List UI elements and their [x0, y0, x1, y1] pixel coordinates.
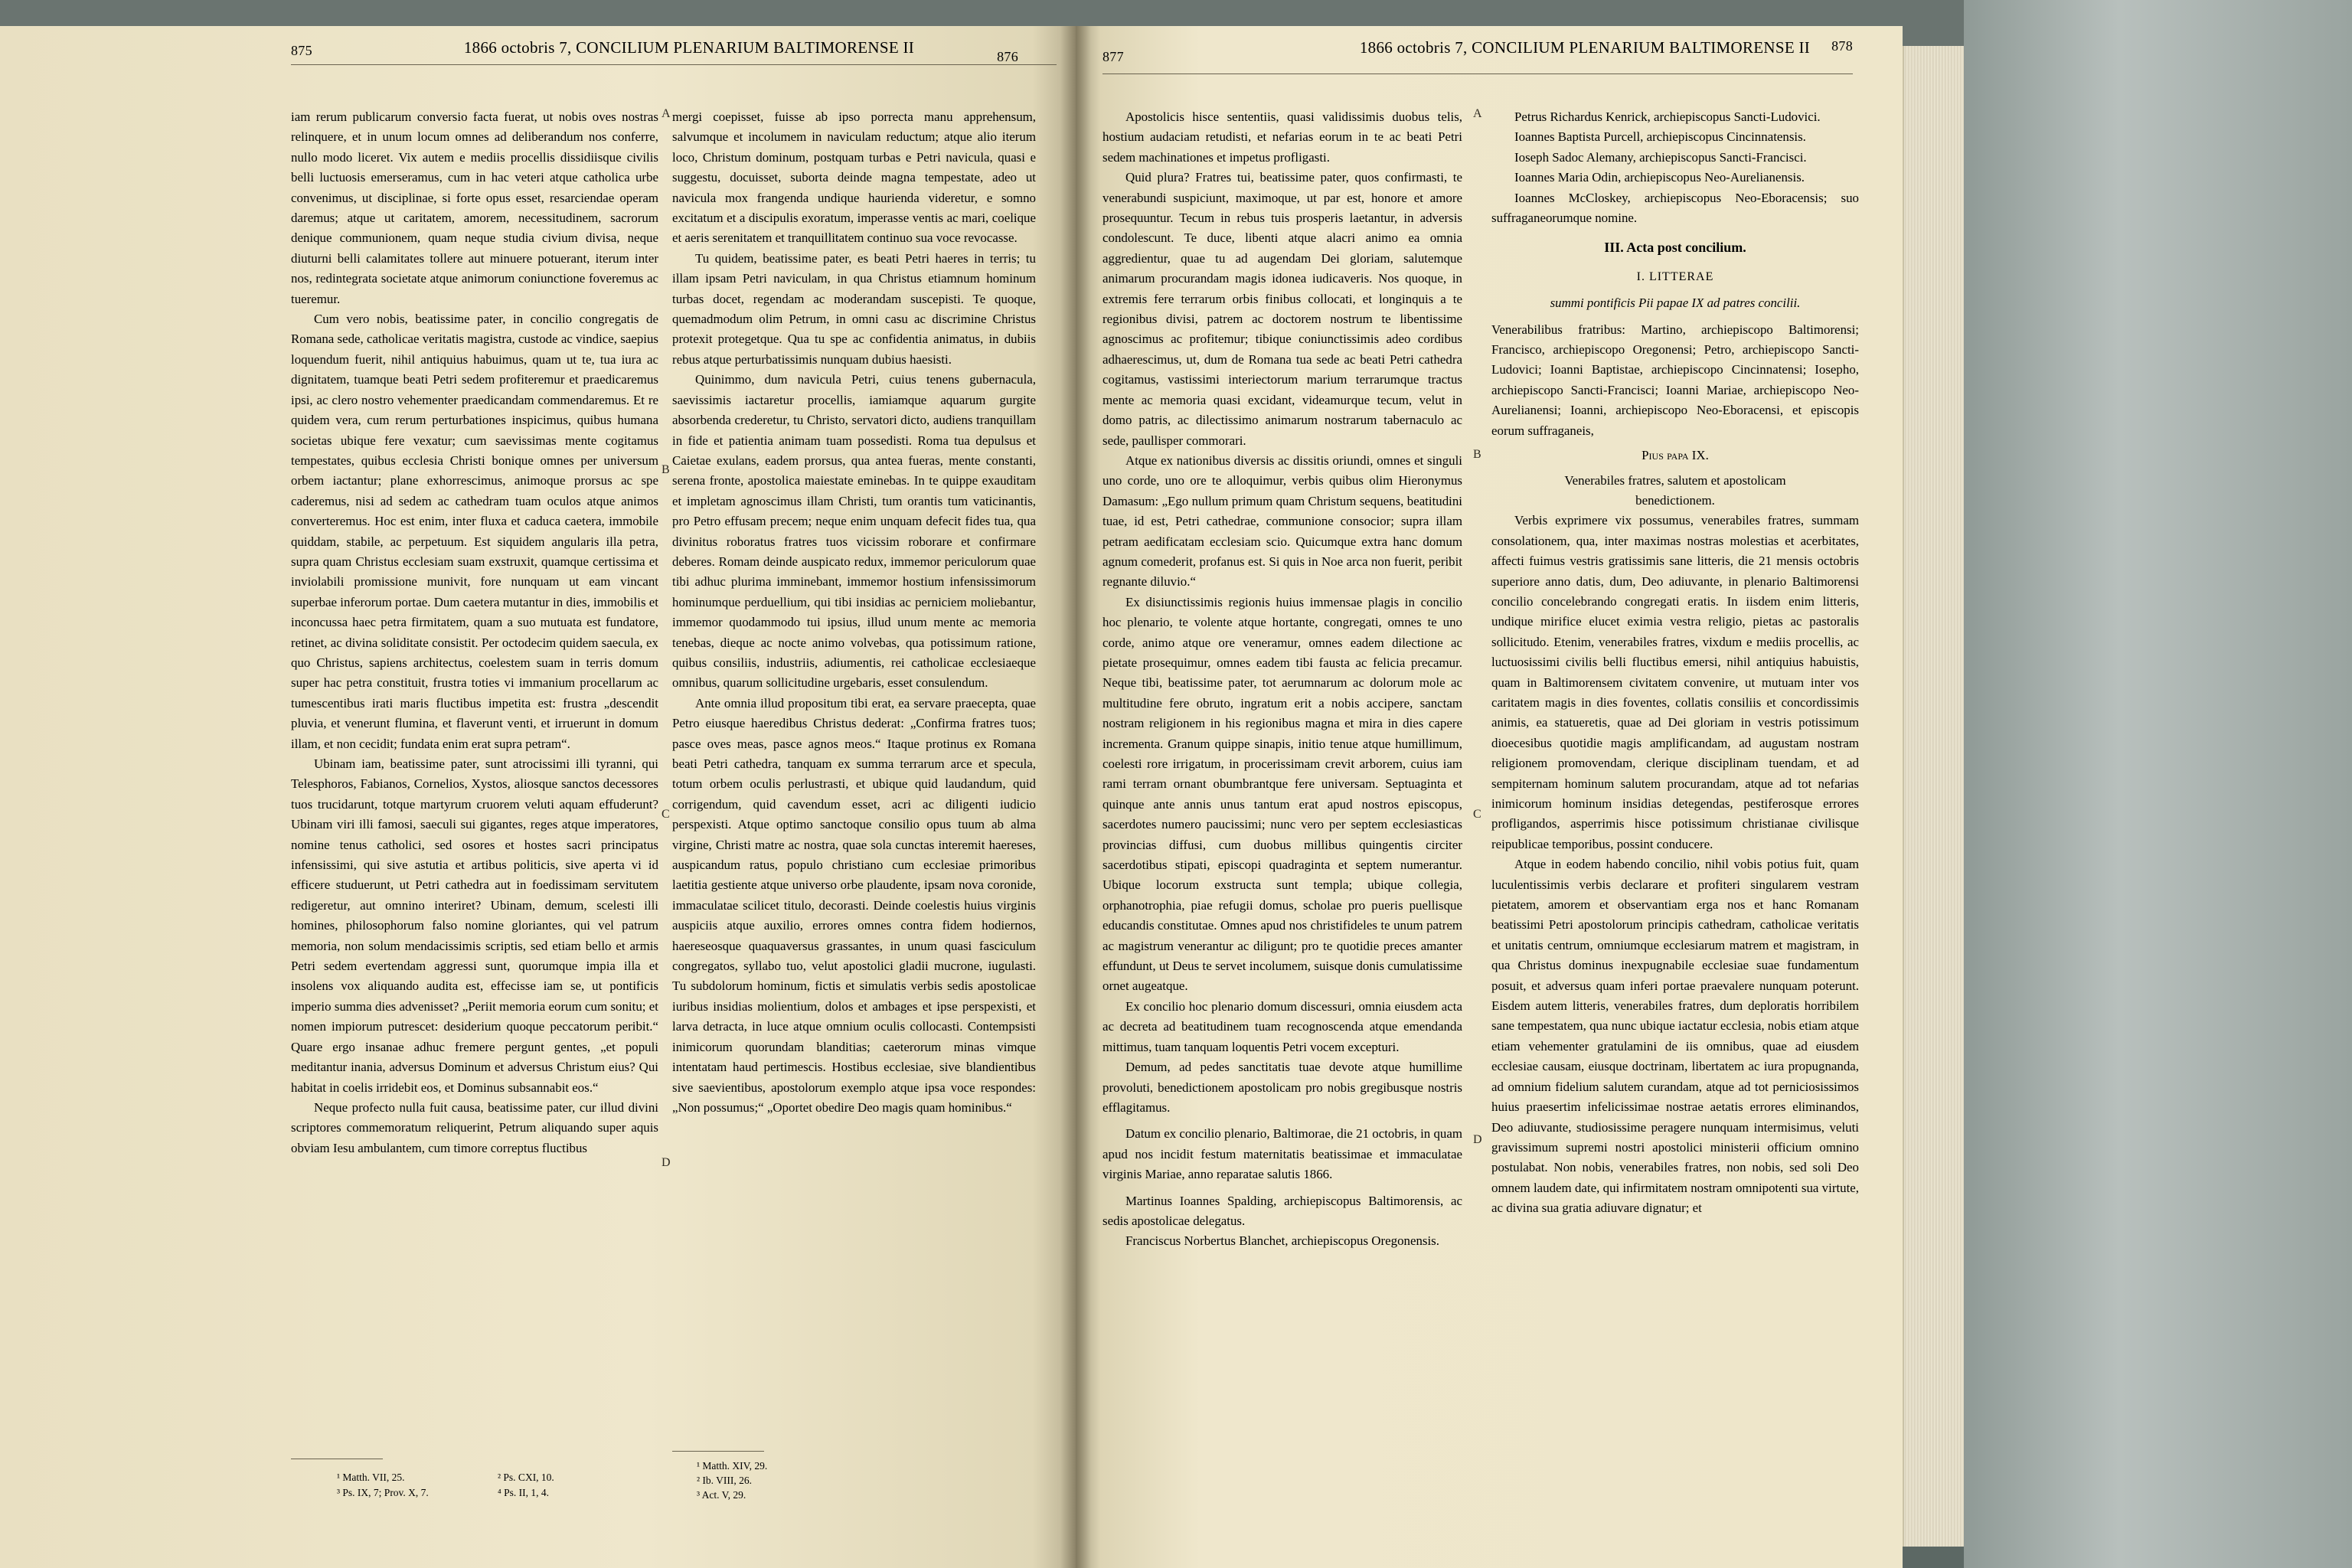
salutation: Venerabiles fratres, salutem et apostolicam benedictionem. — [1564, 472, 1786, 508]
margin-marker-d: D — [1473, 1133, 1482, 1146]
paragraph: Demum, ad pedes sanctitatis tuae devote atque humillime provoluti, benedictionem apostolicam pro nobis gregibusque nostris efflagitamus. — [1102, 1060, 1462, 1115]
signature: Franciscus Norbertus Blanchet, archiepiscopus Oregonensis. — [1125, 1233, 1439, 1249]
signature: Petrus Richardus Kenrick, archiepiscopus Sancti-Ludovici. — [1514, 109, 1821, 124]
paragraph: Cum vero nobis, beatissime pater, in concilio congregatis de Romana sede, catholicae veritatis magistra, custode ac vindice, saepius loquendum fuerit, nihil antiquius habuimus, quam ut te, tua iura ac dignitatem, tuamque beati Petri sedem profiteremur et praedicaremus ipsi, ac clero nostro vehementer praedicandam commendaremus. Et re quidem vera, cum rerum perturbationes inspicimus, quibus humana societas ubique fere vexatur; cum saevissimas mente cogitamus tempestates, quibus ecclesia Christi bonique omnes per universum orbem iactantur; plane exhorrescimus, animoque prorsus ac spe caderemus, nisi ad sedem ac cathedram tuam oculos atque animos converteremus. Hoc est enim, inter fluxa et caduca caetera, immobile quiddam, stabile, ac perpetuum. Est siquidem angularis illa petra, supra quam Christus ecclesiam suam exstruxit, quamque certissima et inviolabili promissione munivit, fore nunquam ut eam vincant superbae inferorum portae. Dum caetera mutantur in dies, immobilis et inconcussa haec petra firmitatem, quam a suo mutuata est fundatore, retinet, ac divina soliditate consistit. Per octodecim quidem saecula, ex quo Christus, sapiens architectus, coelestem suam in terris domum super hac petra constituit, frustra toties vi immanium procellarum ac tumescentibus irati maris fluctibus impetita est: frustra „descendit pluvia, et venerunt flumina, et flaverunt venti, et irruerunt in domum illam, et non cecidit; fundata enim erat supra petram“. — [291, 312, 658, 751]
footnote-rule — [672, 1451, 764, 1452]
margin-marker-a: A — [1473, 107, 1482, 120]
footnote: ⁴ Ps. II, 1, 4. — [498, 1487, 549, 1498]
paragraph: Datum ex concilio plenario, Baltimorae, die 21 octobris, in quam apud nos incidit festum maternitatis beatissimae et immaculatae virginis Mariae, anno reparatae salutis 1866. — [1102, 1126, 1462, 1182]
margin-marker-b: B — [1473, 448, 1481, 461]
margin-marker-c: C — [662, 808, 670, 821]
right-page-header — [1102, 38, 1945, 69]
page-number-876: 876 — [997, 49, 1018, 64]
column-876 — [672, 107, 1036, 1118]
column-875 — [291, 107, 658, 1158]
column-877 — [1102, 107, 1462, 1252]
signature: Ioannes Maria Odin, archiepiscopus Neo-Aurelianensis. — [1514, 170, 1805, 185]
paragraph: Ubinam iam, beatissime pater, sunt atrocissimi illi tyranni, qui Telesphoros, Fabianos, Cornelios, Xystos, aliosque sanctos decessores tuos trucidarunt, totque martyrum cruorem veluti aquam effuderunt? Ubinam viri illi famosi, saeculi sui gigantes, reges atque imperatores, nomine tenus catholici, sed osores et hostes sacri principatus infensissimi, qui sive astutia et artibus politicis, sive aperta vi id efficere studuerunt, ut Petri cathedra aut in foedissimam servitutem redigeretur, aut omnino interiret? Ubinam, demum, scelesti illi homines, philosophorum falso nomine gloriantes, qui vel patrum memoria, non solum mendacissimis scriptis, sed etiam bello et armis Petri sedem evertendam aggressi sunt, quorumque impia illa et insolens vox aliquando audita est, effecisse iam se, ut pontificis imperio summa dies advenisset? „Periit memoria eorum cum sonitu; et nomen impiorum putrescet: desiderium quoque peccatorum peribit.“ Quare ergo insanae adhuc fremere pergunt gentes, „et populi meditantur inania, adversus Dominum et adversus Christum eius? Qui habitat in coelis irridebit eos, et Dominus subsannabit eos.“ — [291, 756, 658, 1095]
signature: Ioseph Sadoc Alemany, archiepiscopus Sancti-Francisci. — [1514, 149, 1807, 165]
paragraph: Ex disiunctissimis regionis huius immensae plagis in concilio hoc plenario, te volente atque hortante, congregati, omnes te uno corde, animo atque ore veneramur, omnes eadem dilectione ac pietate prosequimur, omnes eadem tibi fausta ac felicia precamur. Neque tibi, beatissime pater, tot aerumnarum ac dolorum mole ac multitudine fere obruto, ingratum erit a nobis accipere, sanctam nostram religionem in his regionibus magna et mira in dies capere incrementa. Granum quippe sinapis, initio tenue atque humillimum, coelesti rore irrigatum, in procerissimam crevit arborem, cuius iam rami terram ornant obumbrantque fere universam. Septuaginta et quinque ante annis unus tantum erat apud nostros episcopus, sacerdotes numero paucissimi; nunc vero per septem ecclesiasticas provincias diffusi, cum duobus millibus quingentis circiter sacerdotibus stipati, episcopi quadraginta et septem numerantur. Ubique locorum exstructa sunt templa; ubique collegia, orphanotrophia, piae refugii domus, scholae pro pueris puellisque educandis constitutae. Omnes apud nos christifideles te unum patrem ac magistrum venerantur ac diligunt; pro te quotidie preces amanter effundunt, ut Deus te servet incolumem, suisque donis cumulatissime ornet augeatque. — [1102, 594, 1462, 994]
footnote: ² Ps. CXI, 10. — [498, 1472, 554, 1483]
page-number-878: 878 — [1831, 38, 1853, 54]
page-number-877: 877 — [1102, 49, 1124, 64]
paragraph: Quinimmo, dum navicula Petri, cuius tenens gubernacula, saevissimis iactaretur procellis, iamiamque aquarum gurgite absorbenda crederetur, tu Christo, servatori dicto, audiens tranquillam in fide et patientia animam tuam possedisti. Roma tua depulsus et Caietae exulans, eadem prorsus, qua antea fueras, mente constanti, serena fronte, apostolica maiestate eminebas. In te quippe exauditam et impletam agnoscimus illam Christi, tum orantis tum vaticinantis, pro Petro effusam precem; neque enim unquam defecit fides tua, qua divinitus roboratus fratres tuos vicissim roborare et confirmare deberes. Romam deinde auspicato redux, immemor periculorum quae tibi adhuc plurima imminebant, immemor hostium infensissimorum hominumque perduellium, qui tibi insidias ac perniciem moliebantur, immemor quodammodo tui ipsius, illud unum mente ac memoria tenebas, dieque ac nocte animo volvebas, qua potissimum ratione, quibus consiliis, industriis, adiumentis, rei catholicae ecclesiaeque omnibus, quarum sollicitudine urgebaris, esset consulendum. — [672, 372, 1036, 691]
margin-marker-d: D — [662, 1156, 671, 1169]
paragraph: Atque in eodem habendo concilio, nihil vobis potius fuit, quam luculentissimis verbis declarare et profiteri singularem vestram pietatem, amorem et observantiam erga nos et hanc Romanam beatissimi Petri apostolorum principis cathedram, catholicae veritatis et unitatis centrum, omniumque ecclesiarum matrem et magistram, in qua Christus dominus inexpugnabile ecclesiae suae fundamentum posuit, et adversus quam inferi portae praevalere nunquam poterunt. Eisdem autem litteris, venerabiles fratres, dum deploratis horribilem sane tempestatem, qua nunc ubique iactatur ecclesia, nobis etiam atque etiam vehementer gratulamini de iis omnibus, quae ad eiusdem ecclesiae causam, eiusque doctrinam, libertatem ac iura propugnanda, ad omnium fidelium salutem curandam, atque ad tot perniciosissimos huius praesertim infelicissimae nostrae aetatis errores eliminandos, Deo adiuvante, studiosissime peragere nunquam intermisimus, veluti gravissimum supremi nostri apostolici ministerii officium omnino postulabat. Non nobis, venerabiles fratres, non nobis, sed soli Deo omnem laudem date, qui infirmitatem nostram omnipotenti sua virtute, ac divina sua gratia adiuvare dignatur; et — [1491, 857, 1859, 1216]
page-edges — [1903, 46, 1965, 1547]
paragraph: Quid plura? Fratres tui, beatissime pater, quos confirmasti, te venerabundi suspiciunt, maximoque, ut par est, honore et amore prosequuntur. Tecum in rebus tuis prosperis laetantur, in adversis condolescunt. Te duce, libenti atque alacri animo ea omnia aggredientur, quae tu ad augendam Dei gloriam, salutemque animarum procurandam magis idonea iudicaveris. Nos quoque, in extremis fere terrarum orbis finibus collocati, et longinquis a te regionibus divisi, patrem ac doctorem nostrum te libentissime agnoscimus ac profitemur; tibique coniunctissimis adeo cordibus adhaerescimus, ut, dum de Romana tua sede ac beati Petri cathedra cogitamus, vastissimi interiectorum marium terrarumque tractus mente ac memoria quasi excidant, videamurque tecum, velut in domo patris, ac dilectissimo animarum nostrarum tabernaculo ac sede, paullisper commorari. — [1102, 170, 1462, 448]
running-title-right: 1866 octobris 7, CONCILIUM PLENARIUM BALTIMORENSE II — [1359, 38, 1811, 57]
pius-papa-heading: Pius papa IX. — [1642, 448, 1709, 463]
margin-marker-a: A — [662, 107, 671, 120]
gutter-shadow — [1060, 26, 1091, 1568]
subsection-title: I. LITTERAE — [1636, 270, 1714, 283]
paragraph: mergi coepisset, fuisse ab ipso porrecta manu apprehensum, salvumque et incolumem in naviculam reductum; atque alio iterum loco, Christum dominum, postquam turbas e Petri navicula, quasi e suggestu, docuisset, suborta deinde magna tempestate, adeo ut navicula mox frangenda undique haurienda videretur, e somno excitatum et a discipulis exoratum, imperasse ventis ac mari, coelique et aeris serenitatem et tranquillitatem continuo sua voce revocasse. — [672, 109, 1036, 246]
subsection-subtitle: summi pontificis Pii papae IX ad patres concilii. — [1550, 296, 1801, 311]
margin-marker-c: C — [1473, 808, 1481, 821]
book-cover-edge — [1964, 0, 2352, 1568]
footnotes-876 — [697, 1459, 926, 1502]
section-title: III. Acta post concilium. — [1604, 240, 1746, 256]
footnote: ³ Act. V, 29. — [697, 1489, 746, 1501]
signature: Martinus Ioannes Spalding, archiepiscopus Baltimorensis, ac sedis apostolicae delegatus. — [1102, 1193, 1462, 1228]
paragraph: Ex concilio hoc plenario domum discessuri, omnia eiusdem acta ac decreta ad beatitudinem tuam recognoscenda atque emendanda mittimus, tuam tanquam loquentis Petri vocem excepturi. — [1102, 998, 1462, 1054]
letter-address: Venerabilibus fratribus: Martino, archiepiscopo Baltimorensi; Francisco, archiepiscopo Oregonensi; Petro, archiepiscopo Sancti-Ludovici; Ioanni Baptistae, archiepiscopo Cincinnatensi; Iosepho, archiepiscopo Sancti-Francisci; Ioanni Mariae, archiepiscopo Neo-Aurelianensi; Ioanni, archiepiscopo Neo-Eboracensi, et episcopis eorum suffraganeis, — [1491, 322, 1859, 438]
header-rule-left — [291, 64, 1057, 65]
paragraph: Verbis exprimere vix possumus, venerabiles fratres, summam consolationem, qua, inter maximas nostras molestias et acerbitates, affecti fuimus vestris gratissimis sane litteris, die 21 mensis octobris superiore anno datis, dum, Deo adiuvante, in plenario Baltimorensi concilio concelebrando congregati eratis. In iisdem enim litteris, undique mirifice elucet eximia vestra religio, pietas ac pastoralis sollicitudo. Etenim, venerabiles fratres, vixdum e mediis procellis, ac luctuosissimi civilis belli fluctibus emersi, nihil antiquius habuistis, quam in Baltimorensem civitatem convenire, ut mutuam inter vos caritatem magis in dies foventes, collatis consiliis et concordissimis animis, ea statueretis, quae ad Dei gloriam in vestris potissimum dioecesibus quotidie magis amplificandam, ad augustam nostram religionem promovendam, clerique disciplinam tuendam, et ad sempiternam hominum salutem procurandam, atque ad tot nefarias inimicorum hominum insidias detegendas, pestiferosque errores profligandos, asperrimis hisce potissimum christianae civilisque reipublicae temporibus, possint conducere. — [1491, 513, 1859, 851]
footnote: ³ Ps. IX, 7; Prov. X, 7. — [337, 1487, 429, 1498]
signature: Ioannes Baptista Purcell, archiepiscopus Cincinnatensis. — [1514, 129, 1806, 145]
paragraph: Tu quidem, beatissime pater, es beati Petri haeres in terris; tu illam ipsam Petri naviculam, in qua Christus etiamnum hominum turbas docet, regendam ac moderandam suscepisti. Te quoque, quemadmodum olim Petrum, in omni casu ac discrimine Christus protexit protegetque. Qua tu spe ac confidentia animatus, in dubiis rebus atque perturbatissimis nunquam dubius haesisti. — [672, 250, 1036, 367]
margin-marker-b: B — [662, 463, 670, 476]
paragraph: Neque profecto nulla fuit causa, beatissime pater, cur illud divini scriptores commemoratum reliquerint, Petrum aliquando super aquis obviam Iesu ambulantem, cum timore correptus fluctibus — [291, 1099, 658, 1155]
paragraph: Ante omnia illud propositum tibi erat, ea servare praecepta, quae Petro eiusque haeredibus Christus dederat: „Confirma fratres tuos; pasce oves meas, pasce agnos meos.“ Itaque protinus ex Romana beati Petri cathedra, tanquam ex summa terrarum arce et specula, totum orbem oculis perlustrasti, et ubique quid laudandum, quid corrigendum, quid cavendum esset, acri ac diligenti iudicio perspexisti. Atque optimo sanctoque consilio opus tuum ab alma virgine, Christi matre ac nostra, quae sola cunctas interemit haereses, auspicandum ratus, populo christiano cum ecclesiae primoribus laetitia gestiente atque universo orbe plaudente, ipsam nova coronide, immaculatae scilicet titulo, decorasti. Deinde coelestis huius virginis auspiciis atque auxilio, errores omnes contra fidem hodiernos, haereseosque quaquaversus grassantes, in unum quasi fasciculum congregatos, syllabo tuo, velut apostolici gladii mucrone, iugulasti. Tu subdolorum hominum, fictis et simulatis verbis sedis apostolicae iuribus insidias molientium, dolos et ambages et ipse perspexisti, et larva detracta, in luce atque omnium oculis collocasti. Contempsisti inimicorum quorundam blanditias; caeterorum minas vimque intentatam haud pertimescis. Hostibus ecclesiae, sive blandientibus sive saevientibus, apostolorum exemplo atque ipsa voce respondes: „Non possumus;“ „Oportet obedire Deo magis quam hominibus.“ — [672, 695, 1036, 1115]
paragraph: iam rerum publicarum conversio facta fuerat, ut nobis oves nostras relinquere, et in unum locum omnes ad deliberandum nos conferre, nullo modo liceret. Vix autem e mediis procellis dissidiisque civilis belli luctuosis emerseramus, cum in hac veteri atque catholica urbe convenimus, ut disciplinae, si forte opus esset, resarciendae operam daremus; atque ut caritatem, amorem, necessitudinem, sacrorum denique communionem, quam neque studia civium divisa, neque diuturni belli calamitates tollere aut minuere potuerant, iterum inter nos, redintegrata societate atque animorum coniunctione foveremus ac tueremur. — [291, 109, 658, 306]
running-title-left: 1866 octobris 7, CONCILIUM PLENARIUM BALTIMORENSE II — [463, 38, 915, 57]
footnote: ¹ Matth. XIV, 29. — [697, 1460, 768, 1472]
page-number-875: 875 — [291, 43, 312, 58]
paragraph: Atque ex nationibus diversis ac dissitis oriundi, omnes et singuli uno corde, uno ore te alloquimur, verbis quibus olim Hieronymus Damasum: „Ego nullum primum quam Christum sequens, beatitudini tuae, id est, Petri cathedrae, communione consocior; supra illam petram aedificatam ecclesiam scio. Quicumque extra hanc domum agnum comederit, profanus est. Si quis in Noe arca non fuerit, peribit regnante diluvio.“ — [1102, 452, 1462, 590]
column-878 — [1491, 107, 1859, 1219]
footnote: ² Ib. VIII, 26. — [697, 1475, 753, 1486]
paragraph: Apostolicis hisce sententiis, quasi validissimis duobus telis, hostium audaciam retudisti, et nefarias eorum in te ac beati Petri sedem machinationes et impetus profligasti. — [1102, 109, 1462, 165]
footnote: ¹ Matth. VII, 25. — [337, 1472, 405, 1483]
signature: Ioannes McCloskey, archiepiscopus Neo-Eboracensis; suo suffraganeorumque nomine. — [1491, 190, 1859, 226]
